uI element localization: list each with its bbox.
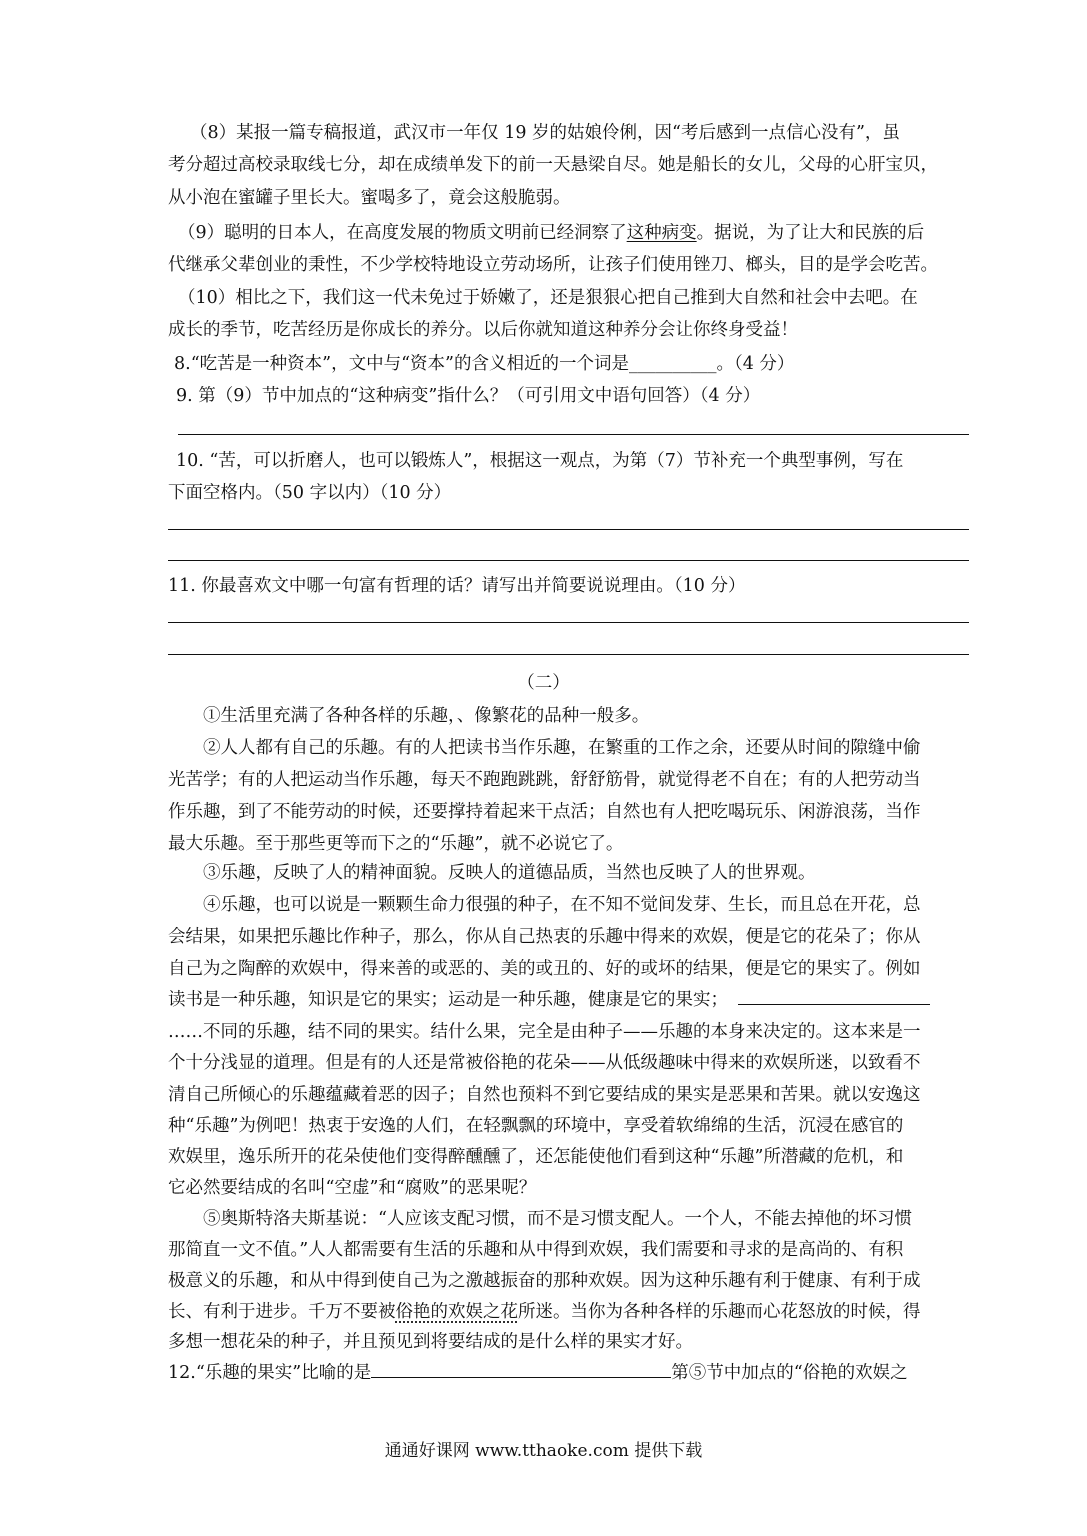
- passage-2-p5-line-4: [168, 1300, 921, 1324]
- question-8-blank: __________: [628, 354, 717, 374]
- question-12-text: 12.“乐趣的果实”比喻的是: [168, 1363, 372, 1383]
- answer-line-q9: [178, 434, 969, 435]
- passage-2-p4-line-5: ……不同的乐趣，结不同的果实。结什么果，完全是由种子——乐趣的本身来决定的。这本来是一: [168, 1022, 921, 1042]
- passage-2-p1: ①生活里充满了各种各样的乐趣，、像繁花的品种一般多。: [203, 706, 650, 726]
- question-12-blank: [371, 1363, 671, 1378]
- passage-2-p2-line-4: 最大乐趣。至于那些更等而下之的“乐趣”，就不必说它了。: [168, 834, 624, 854]
- paragraph-10-line-1: （10）相比之下，我们这一代未免过于娇嫩了，还是狠狠心把自己推到大自然和社会中去吧。在: [178, 288, 918, 308]
- passage-2-p2-line-1: ②人人都有自己的乐趣。有的人把读书当作乐趣，在繁重的工作之余，还要从时间的隙缝中偷: [203, 738, 921, 758]
- passage-2-p5-line-5: 多想一想花朵的种子，并且预见到将要结成的是什么样的果实才好。: [168, 1332, 693, 1352]
- passage-2-p4-line-6: 个十分浅显的道理。但是有的人还是常被俗艳的花朵——从低级趣味中得来的欢娱所迷，以致看不: [168, 1053, 921, 1073]
- passage-2-p4-line-7: 清自己所倾心的乐趣蕴藏着恶的因子；自然也预料不到它要结成的果实是恶果和苦果。就以安逸这: [168, 1085, 921, 1105]
- section-2-heading: （二）: [517, 673, 570, 693]
- passage-2-p4-line-4: [168, 988, 930, 1012]
- paragraph-8-line-3: 从小泡在蜜罐子里长大。蜜喝多了，竟会这般脆弱。: [168, 188, 571, 208]
- passage-2-p4-line-2: 会结果，如果把乐趣比作种子，那么，你从自己热衷的乐趣中得来的欢娱，便是它的花朵了；你从: [168, 927, 921, 947]
- passage-2-p5-line-1: ⑤奥斯特洛夫斯基说：“人应该支配习惯，而不是习惯支配人。一个人，不能去掉他的坏习惯: [203, 1209, 912, 1229]
- footer-source: 通通好课网 www.tthaoke.com 提供下载: [384, 1441, 703, 1461]
- question-9: 9. 第（9）节中加点的“这种病变”指什么？（可引用文中语句回答）（4 分）: [176, 386, 761, 406]
- passage-2-p5-line-3: 极意义的乐趣，和从中得到使自己为之激越振奋的那种欢娱。因为这种乐趣有利于健康、有利于成: [168, 1271, 921, 1291]
- fill-in-blank: [738, 990, 930, 1005]
- passage-2-p4-line-8: 种“乐趣”为例吧！热衷于安逸的人们，在轻飘飘的环境中，享受着软绵绵的生活，沉浸在感官的: [168, 1116, 904, 1136]
- passage-2-p2-line-3: 作乐趣，到了不能劳动的时候，还要撑持着起来干点活；自然也有人把吃喝玩乐、闲游浪荡，当作: [168, 802, 921, 822]
- paragraph-9-text: （9）聪明的日本人，在高度发展的物质文明前已经洞察了: [178, 223, 627, 243]
- passage-2-p4-line-9: 欢娱里，逸乐所开的花朵使他们变得醉醺醺了，还怎能使他们看到这种“乐趣”所潜藏的危机，和: [168, 1147, 904, 1167]
- passage-2-p5-line-2: 那简直一文不值。”人人都需要有生活的乐趣和从中得到欢娱，我们需要和寻求的是高尚的、有积: [168, 1240, 904, 1260]
- answer-line-q10-1: [168, 529, 969, 530]
- passage-2-p2-line-2: 光苦学；有的人把运动当作乐趣，每天不跑跑跳跳，舒舒筋骨，就觉得老不自在；有的人把劳动当: [168, 770, 921, 790]
- dotted-phrase: 俗艳的欢娱之花: [395, 1302, 518, 1322]
- passage-2-p4-line-3: 自己为之陶醉的欢娱中，得来善的或恶的、美的或丑的、好的或坏的结果，便是它的果实了。例如: [168, 959, 921, 979]
- passage-2-p4-line-10: 它必然要结成的名叫“空虚”和“腐败”的恶果呢？: [168, 1178, 537, 1198]
- paragraph-8-line-1: （8）某报一篇专稿报道，武汉市一年仅 19 岁的姑娘伶俐，因“考后感到一点信心没有”，虽: [190, 123, 900, 143]
- question-11: 11. 你最喜欢文中哪一句富有哲理的话？请写出并简要说说理由。（10 分）: [168, 576, 746, 596]
- passage-2-p4-text: 读书是一种乐趣，知识是它的果实；运动是一种乐趣，健康是它的果实；: [168, 990, 728, 1010]
- question-10-line-1: 10. “苦，可以折磨人，也可以锻炼人”，根据这一观点，为第（7）节补充一个典型事例，写在: [176, 451, 904, 471]
- paragraph-10-line-2: 成长的季节，吃苦经历是你成长的养分。以后你就知道这种养分会让你终身受益！: [168, 320, 798, 340]
- passage-2-p5-text-cont: 所迷。当你为各种各样的乐趣而心花怒放的时候，得: [518, 1302, 921, 1322]
- question-12-text-cont: 第⑤节中加点的“俗艳的欢娱之: [671, 1363, 908, 1383]
- question-12: [168, 1361, 908, 1385]
- question-8: [174, 352, 794, 376]
- answer-line-q10-2: [168, 560, 969, 561]
- passage-2-p5-text: 长、有利于进步。千万不要被: [168, 1302, 396, 1322]
- paragraph-9-line-1: [178, 221, 924, 245]
- question-8-text: 8.“吃苦是一种资本”，文中与“资本”的含义相近的一个词是: [174, 354, 629, 374]
- answer-line-q11-2: [168, 654, 969, 655]
- paragraph-9-text-cont: 。据说，为了让大和民族的后: [696, 223, 925, 243]
- question-8-score: 。（4 分）: [716, 354, 795, 374]
- answer-line-q11-1: [168, 622, 969, 623]
- passage-2-p4-line-1: ④乐趣，也可以说是一颗颗生命力很强的种子，在不知不觉间发芽、生长，而且总在开花，总: [203, 895, 921, 915]
- paragraph-8-line-2: 考分超过高校录取线七分，却在成绩单发下的前一天悬梁自尽。她是船长的女儿，父母的心肝宝贝，: [168, 155, 938, 175]
- question-10-line-2: 下面空格内。（50 字以内）（10 分）: [168, 483, 452, 503]
- passage-2-p3: ③乐趣，反映了人的精神面貌。反映人的道德品质，当然也反映了人的世界观。: [203, 863, 816, 883]
- paragraph-9-line-2: 代继承父辈创业的秉性，不少学校特地设立劳动场所，让孩子们使用锉刀、榔头，目的是学会吃苦。: [168, 255, 938, 275]
- underlined-phrase: 这种病变: [626, 223, 697, 243]
